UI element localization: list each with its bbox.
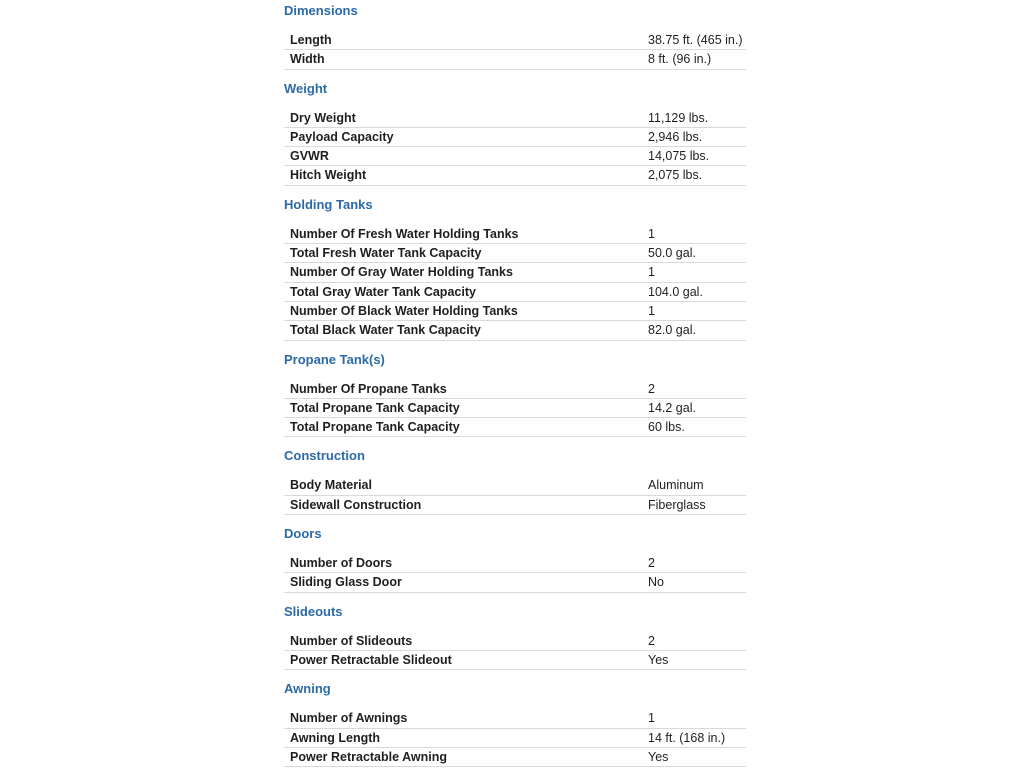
section-heading: Dimensions — [284, 3, 358, 18]
spec-value: 11,129 lbs. — [648, 110, 709, 125]
spec-label: Sidewall Construction — [290, 497, 422, 512]
spec-section — [284, 352, 746, 438]
spec-row — [284, 632, 746, 651]
spec-row — [284, 128, 746, 147]
spec-row — [284, 302, 746, 321]
section-heading: Doors — [284, 526, 322, 542]
spec-row — [284, 283, 746, 302]
spec-section — [284, 681, 746, 767]
spec-label: Total Black Water Tank Capacity — [290, 323, 481, 338]
spec-value: 38.75 ft. (465 in.) — [648, 33, 743, 47]
spec-section — [284, 526, 746, 593]
spec-row — [284, 748, 746, 767]
spec-value: Yes — [648, 749, 669, 764]
spec-label: Number Of Gray Water Holding Tanks — [290, 265, 513, 280]
spec-table — [284, 554, 746, 593]
spec-label: Dry Weight — [290, 110, 356, 125]
section-heading: Holding Tanks — [284, 196, 373, 212]
spec-value: 60 lbs. — [648, 420, 685, 435]
spec-table — [284, 476, 746, 515]
spec-row — [284, 244, 746, 263]
spec-value: 1 — [648, 711, 655, 726]
spec-label: GVWR — [290, 149, 329, 164]
spec-value: 1 — [648, 303, 655, 318]
spec-row — [284, 476, 746, 495]
spec-row — [284, 709, 746, 728]
spec-label: Number Of Black Water Holding Tanks — [290, 303, 518, 318]
spec-row — [284, 729, 746, 748]
spec-value: 1 — [648, 226, 655, 241]
spec-row — [284, 573, 746, 592]
spec-table — [284, 632, 746, 671]
spec-row — [284, 225, 746, 244]
specifications-list — [284, 3, 746, 778]
spec-section — [284, 604, 746, 671]
section-heading: Slideouts — [284, 603, 343, 619]
spec-section — [284, 197, 746, 341]
spec-label: Total Propane Tank Capacity — [290, 400, 460, 415]
spec-row — [284, 399, 746, 418]
spec-label: Number Of Propane Tanks — [290, 381, 447, 396]
spec-row — [284, 166, 746, 185]
spec-value: 2 — [648, 381, 655, 396]
spec-value: 14 ft. (168 in.) — [648, 730, 726, 745]
spec-section — [284, 448, 746, 515]
spec-value: 2 — [648, 556, 655, 571]
section-heading: Weight — [284, 80, 328, 96]
spec-row — [284, 321, 746, 340]
spec-row — [284, 109, 746, 128]
section-heading: Awning — [284, 681, 331, 697]
spec-value: Fiberglass — [648, 497, 706, 512]
spec-label: Payload Capacity — [290, 129, 394, 144]
spec-value: 104.0 gal. — [648, 284, 703, 299]
spec-table — [284, 109, 746, 186]
spec-label: Number of Doors — [290, 556, 393, 571]
spec-value: 14,075 lbs. — [648, 149, 710, 164]
spec-label: Number Of Fresh Water Holding Tanks — [290, 226, 519, 241]
spec-label: Width — [290, 52, 325, 67]
spec-row — [284, 418, 746, 437]
spec-label: Body Material — [290, 478, 372, 493]
section-heading: Propane Tank(s) — [284, 351, 385, 367]
spec-row — [284, 263, 746, 282]
spec-value: 2,075 lbs. — [648, 168, 703, 183]
spec-label: Power Retractable Slideout — [290, 652, 452, 667]
spec-label: Total Fresh Water Tank Capacity — [290, 246, 482, 261]
spec-label: Power Retractable Awning — [290, 749, 447, 764]
spec-value: 1 — [648, 265, 655, 280]
spec-row — [284, 651, 746, 670]
spec-table — [284, 225, 746, 341]
spec-label: Length — [290, 33, 332, 47]
spec-table — [284, 380, 746, 438]
section-heading: Construction — [284, 448, 365, 464]
spec-row — [284, 496, 746, 515]
spec-section — [284, 3, 746, 70]
spec-row — [284, 50, 746, 69]
spec-value: No — [648, 575, 664, 590]
spec-label: Hitch Weight — [290, 168, 367, 183]
spec-value: 2,946 lbs. — [648, 129, 703, 144]
spec-value: 50.0 gal. — [648, 246, 696, 261]
spec-label: Total Gray Water Tank Capacity — [290, 284, 476, 299]
spec-value: Yes — [648, 652, 669, 667]
spec-value: 14.2 gal. — [648, 400, 696, 415]
spec-label: Sliding Glass Door — [290, 575, 402, 590]
spec-row — [284, 554, 746, 573]
spec-label: Number of Slideouts — [290, 633, 413, 648]
spec-label: Total Propane Tank Capacity — [290, 420, 460, 435]
spec-row — [284, 147, 746, 166]
spec-value: 8 ft. (96 in.) — [648, 52, 712, 67]
spec-row — [284, 380, 746, 399]
spec-label: Awning Length — [290, 730, 381, 745]
spec-section — [284, 81, 746, 186]
spec-value: Aluminum — [648, 478, 704, 493]
spec-table — [284, 709, 746, 767]
spec-table — [284, 31, 746, 70]
spec-value: 2 — [648, 633, 655, 648]
spec-label: Number of Awnings — [290, 711, 408, 726]
spec-value: 82.0 gal. — [648, 323, 696, 338]
spec-row — [284, 31, 746, 50]
